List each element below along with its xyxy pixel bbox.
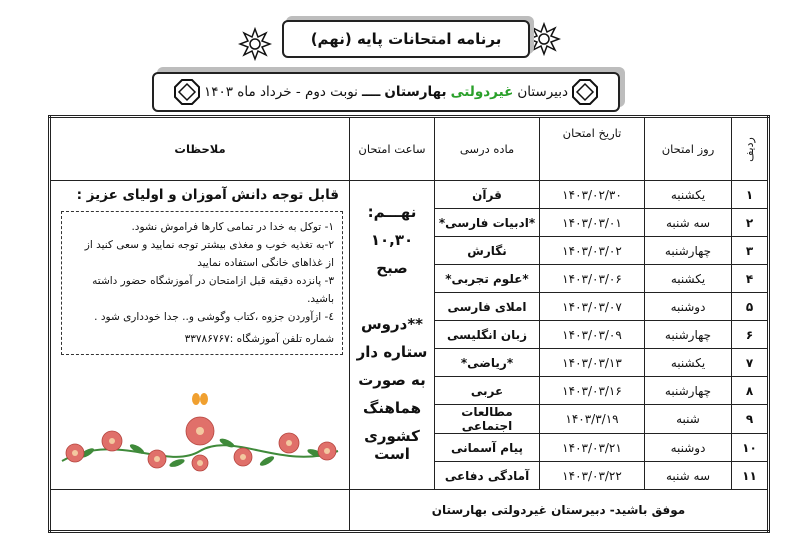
star-note-4: هماهنگ <box>363 399 421 417</box>
flower-garland-icon <box>57 391 343 483</box>
time-grade-label: نهـــم: <box>367 203 417 221</box>
row-no: ۱۱ <box>732 462 769 490</box>
star-note-5: کشوری است <box>364 427 420 463</box>
row-no: ۱۰ <box>732 434 769 462</box>
row-date: ۱۴۰۳/۰۳/۲۲ <box>540 462 645 490</box>
row-date: ۱۴۰۳/۰۳/۲۱ <box>540 434 645 462</box>
header-row-no-label: ردیف <box>742 137 756 162</box>
row-date: ۱۴۰۳/۳/۱۹ <box>540 405 645 434</box>
octagon-ornament-left-icon <box>174 79 200 105</box>
header-row-no <box>732 117 769 181</box>
title-grade: (نهم) <box>310 30 352 48</box>
row-subject: مطالعات اجتماعی <box>435 405 540 434</box>
row-day: یکشنبه <box>645 265 732 293</box>
school-subtitle <box>152 72 620 112</box>
row-date: ۱۴۰۳/۰۳/۰۲ <box>540 237 645 265</box>
row-day: دوشنبه <box>645 293 732 321</box>
row-subject: نگارش <box>435 237 540 265</box>
exam-schedule-table <box>48 115 770 533</box>
row-day: سه شنبه <box>645 209 732 237</box>
page-title <box>282 20 530 58</box>
star-note-2: ستاره دار <box>356 343 428 361</box>
time-value: ۱۰,۳۰ <box>370 231 414 249</box>
row-day: شنبه <box>645 405 732 434</box>
star-note-3: به صورت <box>358 371 426 389</box>
school-phone: شماره تلفن آموزشگاه :۳۳۷۸۶۷۶۷ <box>184 333 334 345</box>
exam-time-cell <box>350 181 435 490</box>
row-day: یکشنبه <box>645 349 732 377</box>
row-no: ۵ <box>732 293 769 321</box>
row-day: دوشنبه <box>645 434 732 462</box>
time-period: صبح <box>376 259 408 277</box>
note-item: ٤- ازآوردن جزوه ،کتاب وگوشی و.. جدا خودداری شود . <box>94 311 334 323</box>
row-day: یکشنبه <box>645 181 732 209</box>
note-item: ۳- پانزده دقیقه قبل ازامتحان در آموزشگاه حضور داشته <box>92 275 334 287</box>
row-date: ۱۴۰۳/۰۳/۰۷ <box>540 293 645 321</box>
row-no: ۸ <box>732 377 769 405</box>
note-item: ۲-به تغذیه خوب و مغذی بیشتر توجه نمایید و سعی کنید از <box>84 239 334 251</box>
table-header-row <box>50 117 769 181</box>
row-subject: *علوم تجربی* <box>435 265 540 293</box>
star-note-1: **دروس <box>360 315 424 333</box>
notes-list <box>61 211 343 355</box>
note-item: ۱- توکل به خدا در تمامی کارها فراموش نشود. <box>131 221 334 233</box>
notes-cell <box>50 181 350 490</box>
row-day: سه شنبه <box>645 462 732 490</box>
sun-ornament-left-icon <box>238 27 272 61</box>
row-date: ۱۴۰۳/۰۳/۰۹ <box>540 321 645 349</box>
row-date: ۱۴۰۳/۰۳/۱۶ <box>540 377 645 405</box>
row-subject: زبان انگلیسی <box>435 321 540 349</box>
header-exam-day: روز امتحان <box>645 117 732 181</box>
header-exam-date: تاریخ امتحان <box>540 117 645 181</box>
note-item: باشید. <box>307 293 334 305</box>
row-date: ۱۴۰۳/۰۳/۰۱ <box>540 209 645 237</box>
row-date: ۱۴۰۳/۰۳/۰۶ <box>540 265 645 293</box>
row-subject: عربی <box>435 377 540 405</box>
row-no: ۹ <box>732 405 769 434</box>
exam-round: نوبت دوم - خرداد ماه ۱۴۰۳ <box>203 84 358 100</box>
school-dash: ــــ <box>361 84 381 100</box>
table-row <box>50 181 769 209</box>
row-no: ۷ <box>732 349 769 377</box>
row-subject: *ریاضی* <box>435 349 540 377</box>
row-day: چهارشنبه <box>645 321 732 349</box>
row-no: ۱ <box>732 181 769 209</box>
school-name: بهارستان <box>384 84 447 100</box>
row-date: ۱۴۰۳/۰۲/۳۰ <box>540 181 645 209</box>
row-subject: پیام آسمانی <box>435 434 540 462</box>
notes-heading: قابل توجه دانش آموزان و اولیای عزیز : <box>76 187 339 203</box>
row-no: ۴ <box>732 265 769 293</box>
row-subject: قرآن <box>435 181 540 209</box>
row-no: ۲ <box>732 209 769 237</box>
row-subject: *ادبیات فارسی* <box>435 209 540 237</box>
sun-ornament-right-icon <box>527 22 561 56</box>
footer-message: موفق باشید- دبیرستان غیردولتی بهارستان <box>350 490 769 532</box>
table-footer-row <box>50 490 769 532</box>
row-no: ۶ <box>732 321 769 349</box>
title-prefix: برنامه امتحانات پایه <box>356 30 502 48</box>
header-notes: ملاحظات <box>50 117 350 181</box>
school-type: غیردولتی <box>450 84 514 100</box>
school-prefix: دبیرستان <box>517 84 569 100</box>
header-subject: ماده درسی <box>435 117 540 181</box>
row-subject: املای فارسی <box>435 293 540 321</box>
row-no: ۳ <box>732 237 769 265</box>
row-day: چهارشنبه <box>645 237 732 265</box>
row-day: چهارشنبه <box>645 377 732 405</box>
octagon-ornament-right-icon <box>572 79 598 105</box>
note-item: از غذاهای خانگی استفاده نمایید <box>197 257 334 269</box>
row-subject: آمادگی دفاعی <box>435 462 540 490</box>
row-date: ۱۴۰۳/۰۳/۱۳ <box>540 349 645 377</box>
header-exam-time: ساعت امتحان <box>350 117 435 181</box>
